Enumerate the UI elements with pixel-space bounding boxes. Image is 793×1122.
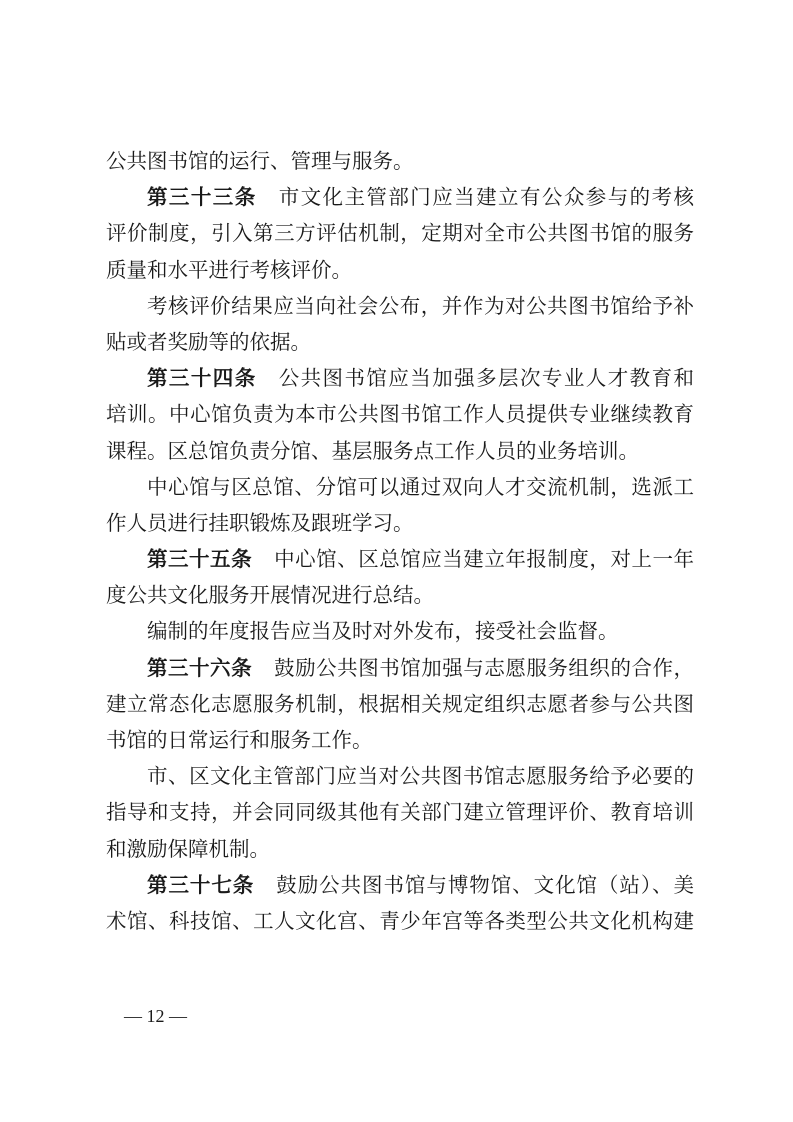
text-line	[106, 613, 694, 649]
article-33-label: 第三十三条	[147, 185, 257, 210]
text-line	[106, 215, 694, 251]
text-line-content: 课程。区总馆负责分馆、基层服务点工作人员的业务培训。	[106, 438, 639, 463]
body-text	[106, 143, 694, 939]
text-line-content: 市文化主管部门应当建立有公众参与的考核	[278, 185, 695, 210]
text-line	[106, 143, 694, 179]
article-37-line	[106, 867, 694, 903]
text-line-content: 和激励保障机制。	[106, 836, 270, 861]
text-line-content: 鼓励公共图书馆与博物馆、文化馆（站）、美	[276, 872, 695, 897]
text-line-content: 术馆、科技馆、工人文化宫、青少年宫等各类型公共文化机构建	[106, 908, 694, 933]
text-line-content: 鼓励公共图书馆加强与志愿服务组织的合作，	[274, 655, 695, 680]
text-line-content: 中心馆与区总馆、分馆可以通过双向人才交流机制，选派工	[147, 474, 694, 499]
text-line-content: 度公共文化服务开展情况进行总结。	[106, 583, 434, 608]
article-35-label: 第三十五条	[147, 547, 253, 572]
text-line-content: 中心馆、区总馆应当建立年报制度，对上一年	[274, 547, 695, 572]
text-line-content: 考核评价结果应当向社会公布，并作为对公共图书馆给予补	[147, 293, 694, 318]
text-line-content: 公共图书馆的运行、管理与服务。	[106, 149, 414, 173]
text-line-content: 指导和支持，并会同同级其他有关部门建立管理评价、教育培训	[106, 800, 694, 825]
article-34-label: 第三十四条	[147, 366, 257, 391]
text-line-content: 书馆的日常运行和服务工作。	[106, 728, 373, 752]
text-line	[106, 288, 694, 324]
text-line	[106, 577, 694, 613]
text-line	[106, 758, 694, 794]
text-line	[106, 722, 694, 758]
article-36-line	[106, 650, 694, 686]
text-line	[106, 396, 694, 432]
text-line-content: 编制的年度报告应当及时对外发布，接受社会监督。	[147, 619, 619, 644]
text-line	[106, 252, 694, 288]
text-line-content: 作人员进行挂职锻炼及跟班学习。	[106, 510, 414, 535]
text-line	[106, 903, 694, 939]
text-line-content: 评价制度，引入第三方评估机制，定期对全市公共图书馆的服务	[106, 221, 694, 246]
article-37-label: 第三十七条	[147, 872, 255, 897]
text-line	[106, 433, 694, 469]
text-line-content: 贴或者奖励等的依据。	[106, 329, 311, 354]
text-line-content: 培训。中心馆负责为本市公共图书馆工作人员提供专业继续教育	[106, 402, 694, 427]
article-36-label: 第三十六条	[147, 655, 253, 680]
article-34-line	[106, 360, 694, 396]
text-line	[106, 505, 694, 541]
article-35-line	[106, 541, 694, 577]
article-33-line	[106, 179, 694, 215]
text-line	[106, 831, 694, 867]
text-line-content: 公共图书馆应当加强多层次专业人才教育和	[278, 366, 695, 391]
page-number: — 12 —	[124, 1006, 187, 1026]
text-line	[106, 686, 694, 722]
text-line	[106, 324, 694, 360]
text-line-content: 建立常态化志愿服务机制，根据相关规定组织志愿者参与公共图	[106, 691, 694, 716]
text-line-content: 质量和水平进行考核评价。	[106, 257, 352, 282]
text-line	[106, 794, 694, 830]
text-line-content: 市、区文化主管部门应当对公共图书馆志愿服务给予必要的	[147, 764, 694, 789]
text-line	[106, 469, 694, 505]
